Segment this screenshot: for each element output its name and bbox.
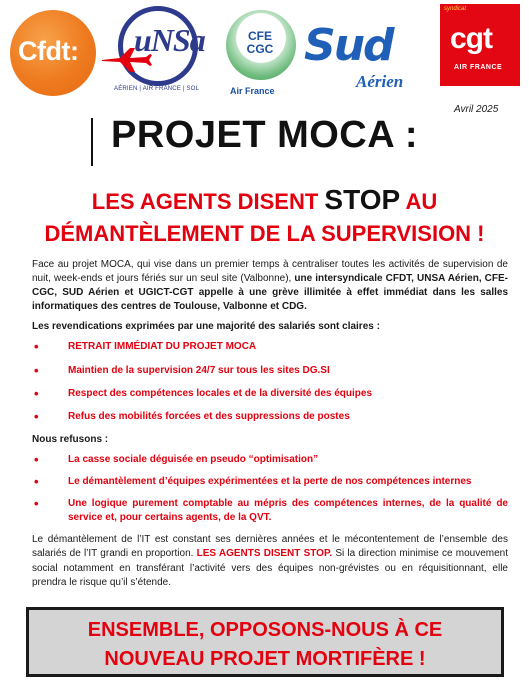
- subtitle-stop-word: STOP: [324, 184, 401, 215]
- refuse-heading: [32, 433, 508, 447]
- cgt-logo: [440, 4, 520, 86]
- call-to-action-box: [26, 607, 504, 677]
- cgt-tagline: syndicat: [444, 6, 467, 12]
- closing-highlight: LES AGENTS DISENT STOP.: [196, 548, 333, 560]
- list-item: • Maintien de la supervision 24/7 sur tous les sites DG.SI: [32, 364, 508, 378]
- cfe-cgc-logo: [224, 10, 298, 100]
- cfdt-wordmark: Cfdt:: [18, 36, 79, 66]
- cgt-subtitle: AIR FRANCE: [454, 64, 503, 71]
- unsa-wordmark: uNSa: [134, 22, 205, 58]
- list-item: • Une logique purement comptable au mépris des compétences internes, de la qualité de service et, pour certains agents, de la QVT.: [32, 497, 508, 525]
- subtitle: [0, 184, 529, 250]
- claims-heading-text: Les revendications exprimées par une majorité des salariés sont claires :: [32, 321, 380, 333]
- cfe-cgc-wordmark: CFE CGC: [246, 29, 274, 56]
- list-item: • RETRAIT IMMÉDIAT DU PROJET MOCA: [32, 340, 508, 354]
- document-date: Avril 2025: [454, 104, 499, 115]
- unsa-logo: [100, 4, 210, 99]
- sud-subtitle: Aérien: [356, 72, 404, 91]
- list-item: • Respect des compétences locales et de la diversité des équipes: [32, 387, 508, 401]
- footer-line-2: NOUVEAU PROJET MORTIFÈRE !: [104, 648, 426, 670]
- page-title: PROJET MOCA :: [111, 114, 418, 156]
- closing-text-b: Si la direction minimise ce mouvement social notamment en transférant l’activité vers des équipes non-grévistes ou en réquisitionnant, elle prendra le risque qu’il s’étende.: [32, 548, 508, 588]
- cfe-cgc-subtitle: Air France: [230, 86, 275, 96]
- list-item: • Refus des mobilités forcées et des suppressions de postes: [32, 410, 508, 424]
- claims-heading: [32, 320, 508, 334]
- cfdt-logo: [10, 10, 102, 96]
- body-content: [32, 258, 508, 590]
- subtitle-line-2: DÉMANTÈLEMENT DE LA SUPERVISION !: [44, 221, 485, 246]
- intro-text: Face au projet MOCA, qui vise dans un premier temps à centraliser toutes les activités de supervision de nuit, week-ends et jours fériés sur un seul site (Valbonne),: [32, 259, 508, 285]
- unsa-subtitle: AÉRIEN | AIR FRANCE | SOL: [114, 86, 200, 92]
- intro-bold-text: une intersyndicale CFDT, UNSA Aérien, CFE-CGC, SUD Aérien et UGICT-CGT appelle à une grève illimitée à effet immédiat dans les salles informatiques des centres de Toulouse, Valbonne et CDG.: [32, 273, 509, 313]
- subtitle-line-1: [0, 184, 529, 218]
- closing-paragraph: [32, 533, 508, 589]
- subtitle-part-a: LES AGENTS DISENT: [91, 189, 325, 214]
- refusals-list: [32, 453, 508, 525]
- refuse-heading-text: Nous refusons :: [32, 433, 109, 445]
- sud-aerien-logo: [300, 20, 430, 98]
- union-logos-row: [10, 4, 522, 99]
- closing-text-a: Le démantèlement de l’IT est constant ses dernières années et le mécontentement de l’ensemble des salariés de l’IT grandi en proportion.: [32, 534, 508, 560]
- cgt-wordmark: cgt: [450, 22, 492, 55]
- list-item: • Le démantèlement d’équipes expérimentées et la perte de nos compétences internes: [32, 475, 508, 489]
- list-item: • La casse sociale déguisée en pseudo “optimisation”: [32, 453, 508, 467]
- footer-line-1: ENSEMBLE, OPPOSONS-NOUS À CE: [87, 619, 443, 641]
- intro-paragraph: [32, 258, 508, 314]
- sud-wordmark: Sud: [304, 20, 393, 71]
- claims-list: [32, 340, 508, 423]
- subtitle-part-b: AU: [400, 189, 438, 214]
